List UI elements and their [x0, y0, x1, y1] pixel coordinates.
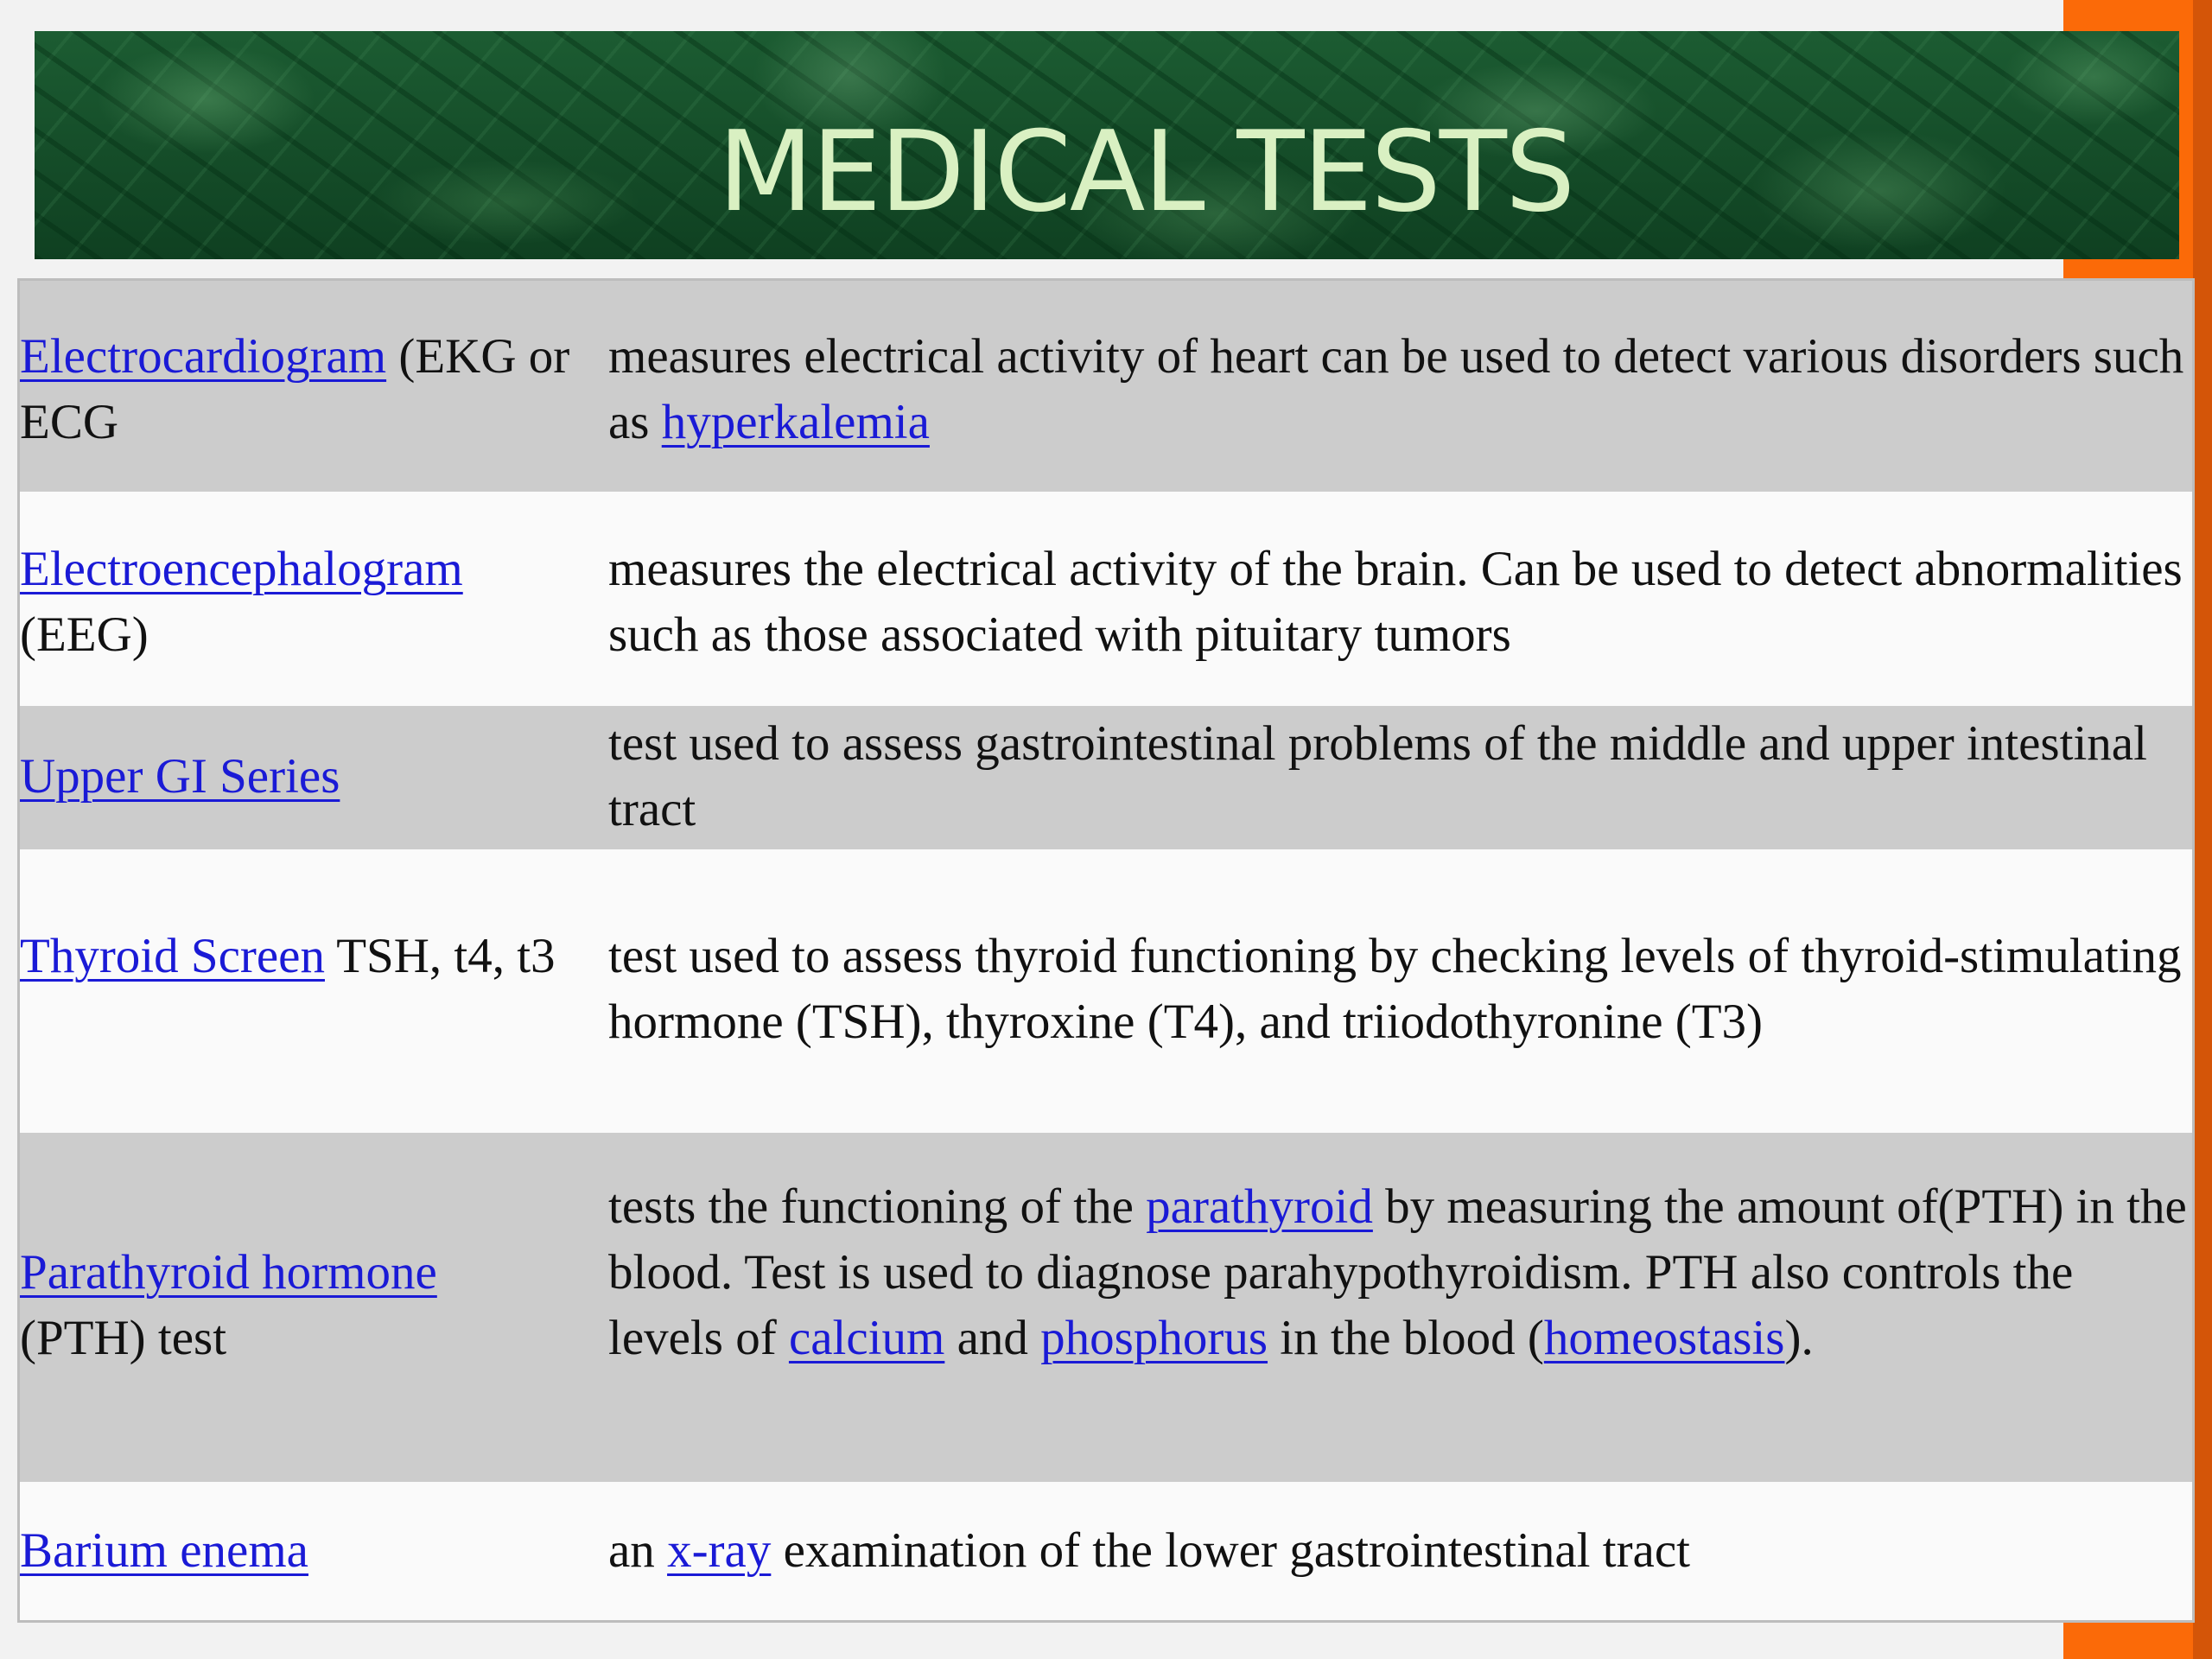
thyroid-screen-link[interactable]: Thyroid Screen: [20, 929, 325, 983]
table-row: [20, 1482, 2192, 1620]
test-name-suffix: (EKG or ECG: [20, 329, 570, 449]
test-description-cell: [608, 1174, 2190, 1371]
description-text: ).: [1784, 1311, 1814, 1365]
test-description-cell: [608, 711, 2190, 842]
table-row: [20, 849, 2192, 1133]
test-description-cell: [608, 924, 2190, 1055]
description-text: examination of the lower gastrointestinal tract: [771, 1523, 1690, 1578]
phosphorus-link[interactable]: phosphorus: [1040, 1311, 1268, 1365]
test-name-suffix: (EEG): [20, 607, 149, 662]
description-text: and: [944, 1311, 1041, 1365]
description-text: measures electrical activity of heart can be used to detect various disorders such as: [608, 329, 2184, 449]
parathyroid-hormone-link[interactable]: Parathyroid hormone: [20, 1245, 437, 1300]
test-name-cell: [20, 1518, 607, 1584]
description-text: test used to assess gastrointestinal problems of the middle and upper intestinal tract: [608, 716, 2147, 836]
test-name-suffix: (PTH) test: [20, 1311, 227, 1365]
test-name-cell: [20, 537, 607, 668]
description-text: test used to assess thyroid functioning by checking levels of thyroid-stimulating hormone (TSH), thyroxine (T4), and triiodothyronine (T3): [608, 929, 2182, 1049]
electroencephalogram-link[interactable]: Electroencephalogram: [20, 542, 463, 596]
parathyroid-link[interactable]: parathyroid: [1146, 1179, 1373, 1234]
page-title: MEDICAL TESTS: [717, 108, 1574, 237]
x-ray-link[interactable]: x-ray: [667, 1523, 772, 1578]
description-text: measures the electrical activity of the brain. Can be used to detect abnormalities such as those associated with pituitary tumors: [608, 542, 2183, 662]
table-row: [20, 1133, 2192, 1482]
description-text: an: [608, 1523, 668, 1578]
electrocardiogram-link[interactable]: Electrocardiogram: [20, 329, 387, 384]
test-name-suffix: TSH, t4, t3: [324, 929, 556, 983]
description-text: by measuring the amount of(PTH) in the blood. Test is used to diagnose parahypothyroidism. PTH also controls the levels of: [608, 1179, 2187, 1365]
table-row: [20, 706, 2192, 849]
barium-enema-link[interactable]: Barium enema: [20, 1523, 308, 1578]
calcium-link[interactable]: calcium: [788, 1311, 945, 1365]
test-name-cell: [20, 924, 607, 989]
test-description-cell: [608, 537, 2190, 668]
description-text: tests the functioning of the: [608, 1179, 1147, 1234]
hyperkalemia-link[interactable]: hyperkalemia: [661, 395, 930, 449]
upper-gi-series-link[interactable]: Upper GI Series: [20, 749, 340, 804]
table-row: [20, 281, 2192, 492]
test-name-cell: [20, 744, 607, 810]
test-name-cell: [20, 1240, 607, 1371]
test-description-cell: [608, 1518, 2190, 1584]
orange-accent-edge: [2193, 0, 2212, 1659]
test-description-cell: [608, 324, 2190, 455]
medical-tests-table: [17, 278, 2195, 1623]
description-text: in the blood (: [1268, 1311, 1544, 1365]
test-name-cell: [20, 324, 607, 455]
table-row: [20, 492, 2192, 706]
homeostasis-link[interactable]: homeostasis: [1543, 1311, 1785, 1365]
title-banner: [35, 31, 2179, 259]
